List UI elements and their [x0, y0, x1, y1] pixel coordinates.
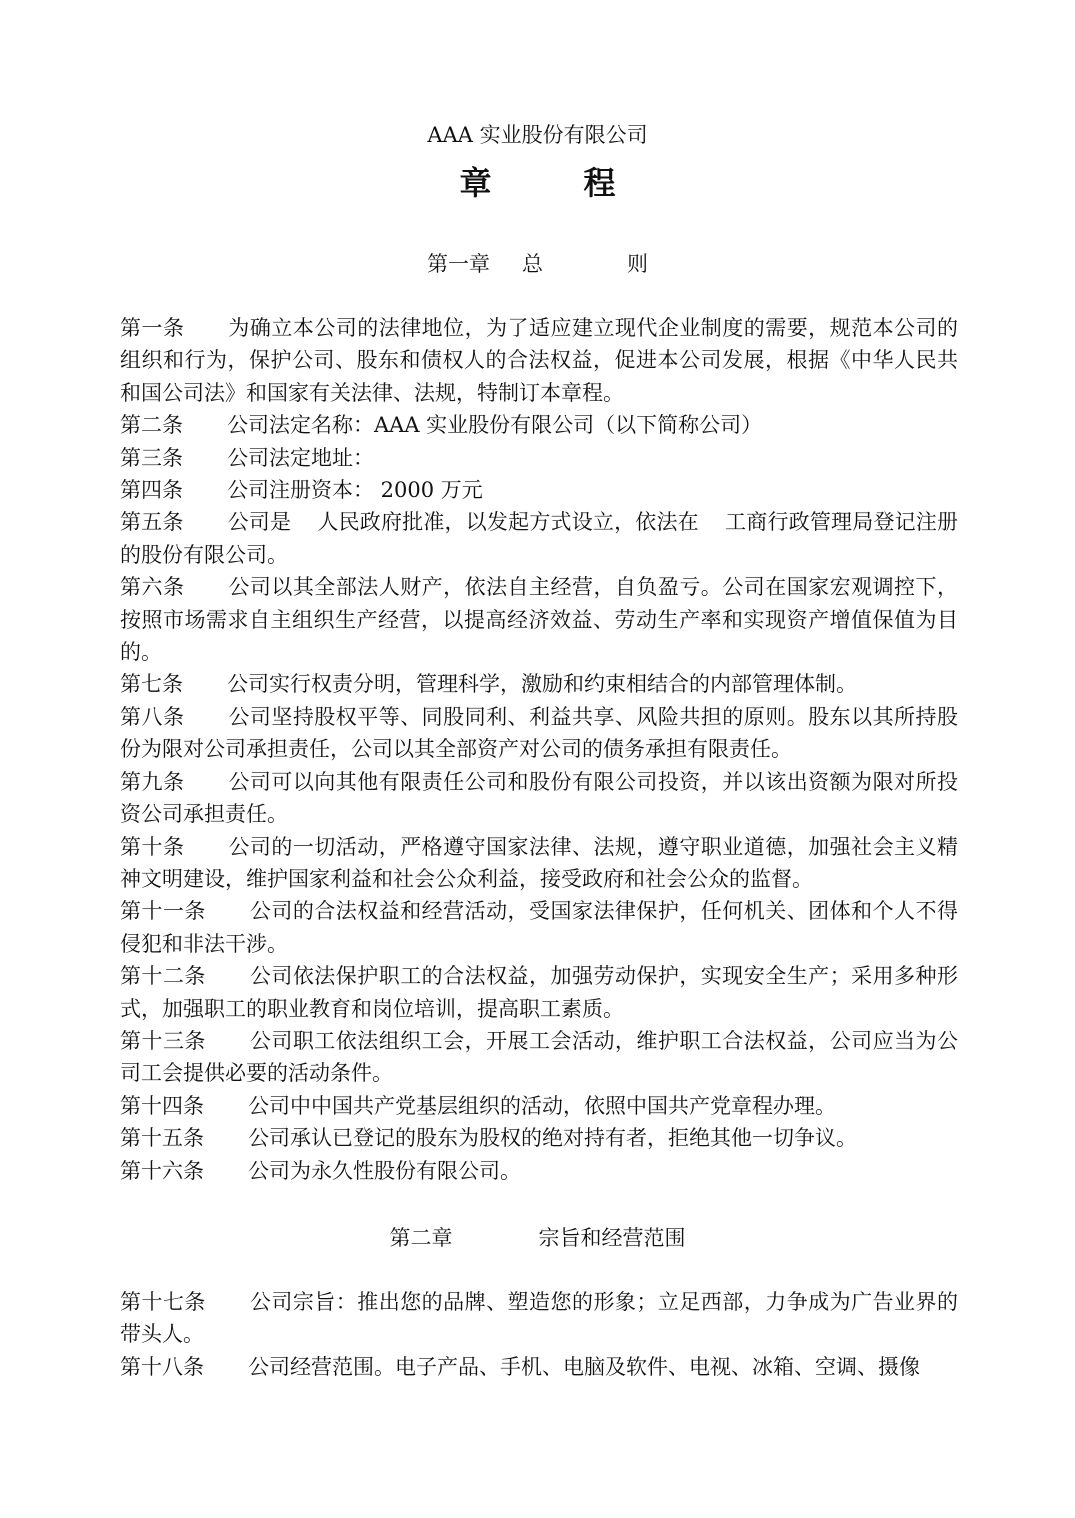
article-text-part: 工商行政管理局登记注册的股份有限公司。 — [120, 510, 959, 567]
chapter-title: 宗旨和经营范围 — [538, 1226, 686, 1250]
article-text: 公司实行权责分明，管理科学，激励和约束相结合的内部管理体制。 — [227, 672, 857, 697]
article-text: 公司宗旨：推出您的品牌、塑造您的形象；立足西部，力争成为广告业界的带头人。 — [120, 1290, 958, 1347]
article-number: 第六条 — [120, 575, 185, 600]
article-text: 公司中中国共产党基层组织的活动，依照中国共产党章程办理。 — [248, 1093, 836, 1118]
article — [120, 571, 958, 668]
article-number: 第十三条 — [120, 1028, 206, 1053]
article-number: 第十七条 — [120, 1290, 206, 1314]
chapter-number: 第二章 — [389, 1226, 453, 1250]
article-text: 公司承认已登记的股东为股权的绝对持有者，拒绝其他一切争议。 — [248, 1126, 857, 1151]
article — [120, 409, 958, 441]
chapter-1-articles — [120, 312, 958, 1187]
article-number: 第十条 — [120, 834, 185, 859]
article-text: 公司职工依法组织工会，开展工会活动，维护职工合法权益，公司应当为公司工会提供必要的活动条件。 — [120, 1028, 958, 1086]
article — [120, 1090, 958, 1122]
article — [120, 442, 958, 474]
chapter-2-articles — [120, 1286, 958, 1383]
chapter-title-part: 总 — [522, 252, 543, 276]
document-title-part: 章 — [459, 164, 492, 202]
article-number: 第二条 — [120, 413, 183, 438]
article — [120, 668, 958, 700]
article — [120, 960, 958, 1025]
company-name: AAA 实业股份有限公司 — [427, 123, 648, 147]
chapter-number: 第一章 — [427, 252, 490, 276]
article-number: 第十六条 — [120, 1158, 204, 1183]
article-number: 第七条 — [120, 672, 183, 697]
article-number: 第一条 — [120, 316, 185, 340]
article-text: 公司经营范围。电子产品、手机、电脑及软件、电视、冰箱、空调、摄像 — [248, 1354, 920, 1379]
article — [120, 1351, 958, 1383]
document-title-part: 程 — [583, 164, 616, 202]
article-number: 第十八条 — [120, 1354, 204, 1379]
article-text-part: 公司是 — [227, 510, 292, 535]
article — [120, 1155, 958, 1187]
article — [120, 506, 958, 571]
article-number: 第十二条 — [120, 964, 206, 989]
article-number: 第十五条 — [120, 1126, 204, 1151]
chapter-title-part: 则 — [627, 252, 648, 276]
article-text: 公司的合法权益和经营活动，受国家法律保护，任何机关、团体和个人不得侵犯和非法干涉。 — [120, 899, 958, 956]
article-number: 第九条 — [120, 769, 185, 794]
article-number: 第五条 — [120, 510, 184, 535]
article-number: 第十四条 — [120, 1093, 204, 1118]
article-text: 公司法定名称：AAA 实业股份有限公司（以下简称公司） — [227, 413, 763, 438]
article-text: 公司为永久性股份有限公司。 — [248, 1158, 521, 1183]
article-text: 公司坚持股权平等、同股同利、利益共享、风险共担的原则。股东以其所持股份为限对公司承担责任，公司以其全部资产对公司的债务承担有限责任。 — [120, 704, 959, 762]
article — [120, 1286, 958, 1351]
article — [120, 701, 958, 766]
chapter-heading — [0, 1222, 1075, 1254]
article-text: 公司依法保护职工的合法权益，加强劳动保护，实现安全生产；采用多种形式，加强职工的职业教育和岗位培训，提高职工素质。 — [120, 964, 958, 1021]
article — [120, 474, 958, 506]
article-text: 为确立本公司的法律地位，为了适应建立现代企业制度的需要，规范本公司的组织和行为，保护公司、股东和债权人的合法权益，促进本公司发展，根据《中华人民共和国公司法》和国家有关法律、法规，特制订本章程。 — [120, 316, 959, 405]
article — [120, 312, 958, 409]
article — [120, 831, 958, 896]
article-number: 第十一条 — [120, 899, 206, 924]
article — [120, 1122, 958, 1154]
chapter-heading — [0, 248, 1075, 280]
article-text: 公司以其全部法人财产，依法自主经营，自负盈亏。公司在国家宏观调控下，按照市场需求自主组织生产经营，以提高经济效益、劳动生产率和实现资产增值保值为目的。 — [120, 575, 959, 665]
document-title — [0, 160, 1075, 206]
article-text: 公司法定地址： — [227, 445, 374, 470]
article — [120, 1025, 958, 1090]
article-text-part: 人民政府批准，以发起方式设立，依法在 — [317, 510, 699, 535]
article-text: 公司注册资本： 2000 万元 — [227, 478, 483, 503]
article-text: 公司可以向其他有限责任公司和股份有限公司投资，并以该出资额为限对所投资公司承担责任。 — [120, 769, 959, 827]
article-number: 第三条 — [120, 445, 183, 470]
article — [120, 895, 958, 960]
article-number: 第四条 — [120, 478, 183, 503]
article-text: 公司的一切活动，严格遵守国家法律、法规，遵守职业道德，加强社会主义精神文明建设，维护国家利益和社会公众利益，接受政府和社会公众的监督。 — [120, 834, 959, 891]
article — [120, 766, 958, 831]
article-number: 第八条 — [120, 704, 185, 729]
